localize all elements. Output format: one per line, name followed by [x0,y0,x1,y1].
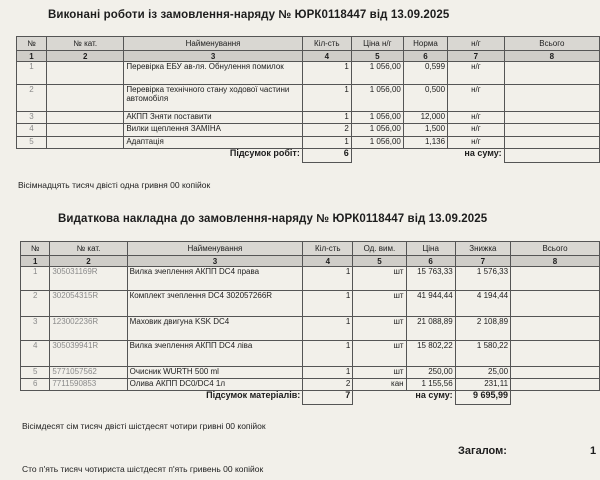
works-sum-label: на суму: [464,148,502,158]
materials-summary-label: Підсумок матеріалів: [206,390,301,400]
materials-index-cell: 2 [50,256,127,267]
row-qty: 1 [302,85,351,112]
row-total [504,62,599,85]
total-value: 1 [590,445,597,457]
row-qty: 1 [302,112,351,124]
row-price: 1 056,00 [351,62,403,85]
table-row [17,112,600,124]
total-amount-words: Сто п'ять тисяч чотириста шістдесят п'ять гривень 00 копійок [22,464,264,474]
materials-col-qty: Кіл-сть [303,242,353,256]
row-catalog: 305031169R [50,267,127,291]
works-header-row [17,37,600,51]
materials-index-cell: 7 [455,256,510,267]
materials-col-cat: № кат. [50,242,127,256]
row-unit: н/г [448,124,505,137]
materials-header-row [21,242,600,256]
works-summary-label: Підсумок робіт: [229,148,300,158]
row-qty: 1 [302,62,351,85]
row-price: 1 056,00 [351,137,403,149]
row-norm: 1,136 [403,137,447,149]
row-price: 250,00 [406,367,455,379]
row-total [511,367,600,379]
row-total [504,85,599,112]
row-total [511,267,600,291]
row-norm: 0,599 [403,62,447,85]
row-discount: 1 576,33 [455,267,510,291]
row-norm: 0,500 [403,85,447,112]
works-index-cell: 8 [504,51,599,62]
row-catalog: 305039941R [50,341,127,367]
works-index-cell: 1 [17,51,47,62]
row-price: 1 155,56 [406,379,455,391]
works-col-unit: н/г [448,37,505,51]
materials-col-total: Всього [511,242,600,256]
row-unit: н/г [448,112,505,124]
row-discount: 2 108,89 [455,317,510,341]
row-price: 21 088,89 [406,317,455,341]
row-catalog: 123002236R [50,317,127,341]
row-catalog [47,62,124,85]
works-index-cell: 3 [124,51,303,62]
materials-summary-row [21,391,600,405]
row-unit: н/г [448,62,505,85]
works-index-cell: 2 [47,51,124,62]
row-discount: 25,00 [455,367,510,379]
row-number: 6 [21,379,50,391]
row-unit: н/г [448,85,505,112]
row-catalog: 302054315R [50,291,127,317]
row-unit: шт [353,341,406,367]
materials-col-discount: Знижка [455,242,510,256]
works-col-total: Всього [504,37,599,51]
materials-index-cell: 4 [303,256,353,267]
row-name: Вилка зчеплення АКПП DC4 права [127,267,303,291]
works-summary-qty: 6 [302,149,351,163]
row-number: 2 [17,85,47,112]
row-number: 1 [21,267,50,291]
materials-col-unit: Од. вим. [353,242,406,256]
materials-index-cell: 8 [511,256,600,267]
row-price: 15 802,22 [406,341,455,367]
works-col-qty: Кіл-сть [302,37,351,51]
row-total [511,291,600,317]
row-number: 1 [17,62,47,85]
materials-index-cell: 5 [353,256,406,267]
row-qty: 1 [303,267,353,291]
row-name: Перевірка технічного стану ходової частини автомобіля [124,85,303,112]
materials-summary-qty: 7 [303,391,353,405]
works-col-name: Найменування [124,37,303,51]
materials-title: Видаткова накладна до замовлення-наряду № ЮРК0118447 від 13.09.2025 [58,213,488,225]
row-name: АКПП Зняти поставити [124,112,303,124]
table-row [21,379,600,391]
row-total [511,317,600,341]
row-catalog: 5771057562 [50,367,127,379]
total-label: Загалом: [458,445,507,457]
row-unit: н/г [448,137,505,149]
table-row [21,341,600,367]
row-number: 4 [17,124,47,137]
row-name: Вилка зчеплення АКПП DC4 ліва [127,341,303,367]
works-index-cell: 5 [351,51,403,62]
materials-col-price: Ціна [406,242,455,256]
works-amount-words: Вісімнадцять тисяч двісті одна гривня 00 копійок [18,180,211,190]
row-qty: 2 [302,124,351,137]
row-name: Перевірка ЕБУ ав-ля. Обнулення помилок [124,62,303,85]
row-catalog [47,85,124,112]
table-row [21,267,600,291]
works-index-row [17,51,600,62]
works-col-price: Ціна н/г [351,37,403,51]
materials-sum-label: на суму: [415,390,453,400]
works-sum-value [504,149,599,163]
table-row [17,85,600,112]
row-unit: шт [353,291,406,317]
materials-sum-value: 9 695,99 [455,391,510,405]
works-title: Виконані роботи із замовлення-наряду № ЮРК0118447 від 13.09.2025 [48,9,450,21]
materials-table [20,241,600,405]
row-name: Маховик двигуна KSK DC4 [127,317,303,341]
row-qty: 1 [303,367,353,379]
row-number: 5 [21,367,50,379]
row-name: Комплект зчеплення DC4 302057266R [127,291,303,317]
table-row [17,137,600,149]
materials-index-cell: 6 [406,256,455,267]
row-qty: 1 [302,137,351,149]
row-norm: 12,000 [403,112,447,124]
row-number: 4 [21,341,50,367]
row-price: 1 056,00 [351,112,403,124]
works-summary-row [17,149,600,163]
row-catalog [47,137,124,149]
table-row [21,367,600,379]
works-index-cell: 4 [302,51,351,62]
row-qty: 2 [303,379,353,391]
row-name: Олива АКПП DC0/DC4 1л [127,379,303,391]
row-norm: 1,500 [403,124,447,137]
works-table [16,36,600,163]
works-col-cat: № кат. [47,37,124,51]
row-discount: 4 194,44 [455,291,510,317]
row-total [504,112,599,124]
row-number: 5 [17,137,47,149]
materials-index-cell: 3 [127,256,303,267]
row-unit: кан [353,379,406,391]
table-row [21,317,600,341]
materials-amount-words: Вісімдесят сім тисяч двісті шістдесят чотири гривні 00 копійок [22,421,266,431]
row-discount: 231,11 [455,379,510,391]
materials-col-name: Найменування [127,242,303,256]
row-total [511,379,600,391]
row-catalog: 7711590853 [50,379,127,391]
row-catalog [47,124,124,137]
row-name: Вилки щеплення ЗАМІНА [124,124,303,137]
row-total [511,341,600,367]
row-unit: шт [353,367,406,379]
row-price: 15 763,33 [406,267,455,291]
row-total [504,124,599,137]
row-name: Очисник WURTH 500 ml [127,367,303,379]
row-number: 3 [21,317,50,341]
table-row [17,124,600,137]
row-unit: шт [353,317,406,341]
row-price: 1 056,00 [351,85,403,112]
materials-index-cell: 1 [21,256,50,267]
row-price: 1 056,00 [351,124,403,137]
row-unit: шт [353,267,406,291]
row-catalog [47,112,124,124]
row-discount: 1 580,22 [455,341,510,367]
row-qty: 1 [303,291,353,317]
works-col-num: № [17,37,47,51]
row-total [504,137,599,149]
materials-index-row [21,256,600,267]
works-col-norm: Норма [403,37,447,51]
works-index-cell: 6 [403,51,447,62]
row-qty: 1 [303,341,353,367]
works-index-cell: 7 [448,51,505,62]
row-number: 2 [21,291,50,317]
row-number: 3 [17,112,47,124]
table-row [17,62,600,85]
row-qty: 1 [303,317,353,341]
row-price: 41 944,44 [406,291,455,317]
table-row [21,291,600,317]
materials-sum-spacer [511,391,600,405]
row-name: Адаптація [124,137,303,149]
materials-col-num: № [21,242,50,256]
